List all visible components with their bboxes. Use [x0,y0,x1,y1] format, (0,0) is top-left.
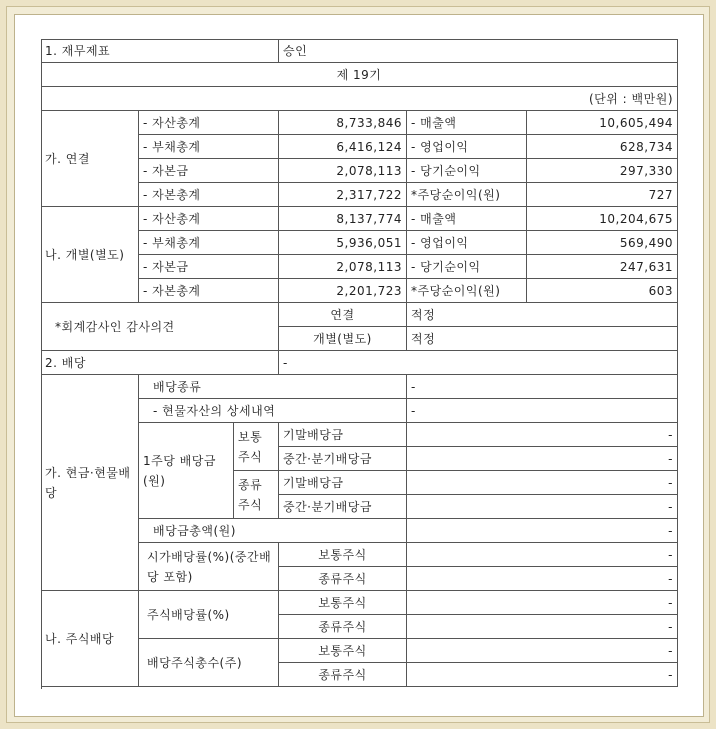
consolidated-right-label: *주당순이익(원) [407,183,527,207]
separate-right-value: 247,631 [527,255,678,279]
separate-left-label: - 부채총계 [139,231,279,255]
fiscal-period: 제 19기 [41,63,678,87]
consolidated-group-label: 가. 연결 [41,111,139,207]
stock-kind-label: 보통주식 [279,591,407,615]
dividend-yield-value: - [407,567,678,591]
separate-right-label: *주당순이익(원) [407,279,527,303]
separate-right-label: - 당기순이익 [407,255,527,279]
audit-opinion-value: 적정 [407,327,678,351]
stock-kind-label: 보통주식 [279,639,407,663]
consolidated-right-label: - 영업이익 [407,135,527,159]
dividend-yield-value: - [407,543,678,567]
unit-label: (단위 : 백만원) [41,87,678,111]
cash-dividend-group-label: 가. 현금·현물배당 [41,375,139,591]
separate-left-label: - 자본총계 [139,279,279,303]
consolidated-right-value: 727 [527,183,678,207]
separate-right-label: - 영업이익 [407,231,527,255]
section-2-heading: 2. 배당 [41,351,279,375]
separate-left-value: 5,936,051 [279,231,407,255]
per-share-value: - [407,447,678,471]
common-stock-label: 보통주식 [234,423,279,471]
consolidated-right-label: - 당기순이익 [407,159,527,183]
separate-group-label: 나. 개별(별도) [41,207,139,303]
separate-left-value: 8,137,774 [279,207,407,231]
interim-dividend-label: 중간·분기배당금 [279,495,407,519]
in-kind-detail-label: - 현물자산의 상세내역 [139,399,407,423]
separate-right-value: 603 [527,279,678,303]
separate-right-value: 10,204,675 [527,207,678,231]
separate-left-label: - 자산총계 [139,207,279,231]
stock-kind-label: 종류주식 [279,663,407,687]
consolidated-left-value: 2,317,722 [279,183,407,207]
audit-type: 개별(별도) [279,327,407,351]
stock-kind-label: 종류주식 [279,615,407,639]
consolidated-left-label: - 자산총계 [139,111,279,135]
audit-opinion-value: 적정 [407,303,678,327]
consolidated-right-value: 628,734 [527,135,678,159]
section-2-value: - [279,351,678,375]
dividend-yield-label: 시가배당률(%)(중간배당 포함) [139,543,279,591]
stock-kind-label: 종류주식 [279,567,407,591]
year-end-dividend-label: 기말배당금 [279,471,407,495]
document-page [14,14,704,717]
year-end-dividend-label: 기말배당금 [279,423,407,447]
separate-right-label: - 매출액 [407,207,527,231]
consolidated-right-value: 297,330 [527,159,678,183]
consolidated-left-value: 2,078,113 [279,159,407,183]
consolidated-right-value: 10,605,494 [527,111,678,135]
per-share-value: - [407,423,678,447]
section-1-heading: 1. 재무제표 [41,39,279,63]
stock-dividend-group-label: 나. 주식배당 [41,591,139,687]
per-share-value: - [407,495,678,519]
dividend-shares-total-label: 배당주식총수(주) [139,639,279,687]
stock-dividend-ratio-label: 주식배당률(%) [139,591,279,639]
consolidated-left-value: 6,416,124 [279,135,407,159]
consolidated-right-label: - 매출액 [407,111,527,135]
consolidated-left-label: - 자본총계 [139,183,279,207]
consolidated-left-label: - 자본금 [139,159,279,183]
total-dividend-label: 배당금총액(원) [139,519,407,543]
total-dividend-value: - [407,519,678,543]
audit-type: 연결 [279,303,407,327]
separate-left-label: - 자본금 [139,255,279,279]
interim-dividend-label: 중간·분기배당금 [279,447,407,471]
dividend-shares-value: - [407,639,678,663]
per-share-value: - [407,471,678,495]
stock-dividend-ratio-value: - [407,615,678,639]
stock-dividend-ratio-value: - [407,591,678,615]
preferred-stock-label: 종류주식 [234,471,279,519]
separate-left-value: 2,078,113 [279,255,407,279]
dividend-type-value: - [407,375,678,399]
separate-right-value: 569,490 [527,231,678,255]
consolidated-left-label: - 부채총계 [139,135,279,159]
per-share-dividend-label: 1주당 배당금(원) [139,423,234,519]
in-kind-detail-value: - [407,399,678,423]
dividend-shares-value: - [407,663,678,687]
audit-opinion-label: *회계감사인 감사의견 [41,303,279,351]
approval-status: 승인 [279,39,678,63]
dividend-type-label: 배당종류 [139,375,407,399]
stock-kind-label: 보통주식 [279,543,407,567]
separate-left-value: 2,201,723 [279,279,407,303]
consolidated-left-value: 8,733,846 [279,111,407,135]
